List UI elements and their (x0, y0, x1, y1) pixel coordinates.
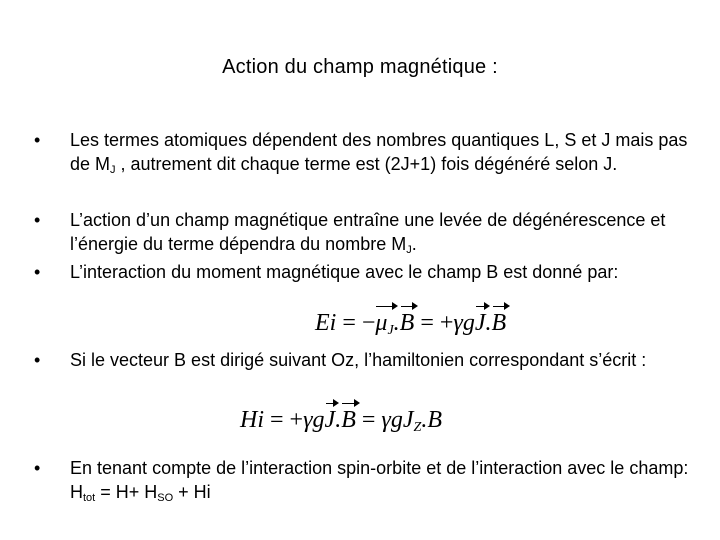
slide-title: Action du champ magnétique : (222, 56, 498, 78)
bullet-text: L’interaction du moment magnétique avec le champ B est donné par: (70, 262, 619, 282)
bullet-item-4 (34, 348, 694, 372)
bullet-marker: • (34, 458, 41, 478)
formula-energy: $Ei = -\mu_J.B = +\gamma gJ.B$ (315, 310, 507, 338)
vector-j: J (474, 310, 486, 336)
bullet-item-5 (34, 456, 694, 504)
bullet-item-3 (34, 260, 694, 284)
vector-mu: $\mu_J$ (375, 310, 394, 338)
vector-b: B (341, 407, 356, 433)
bullet-item-2 (34, 208, 694, 256)
bullet-item-1 (34, 128, 694, 176)
vector-b: B (491, 310, 507, 336)
vector-b: B (399, 310, 415, 336)
bullet-text: En tenant compte de l’interaction spin-orbite et de l’interaction avec le champ: $H_{tot} = H+ H_{SO} + Hi$ (70, 458, 689, 504)
bullet-marker: • (34, 130, 41, 150)
bullet-text: L’action d’un champ magnétique entraîne une levée de dégénérescence et l’énergie du terme dépendra du nombre $M_J$. (70, 210, 666, 256)
bullet-marker: • (34, 210, 41, 230)
bullet-text: Si le vecteur B est dirigé suivant Oz, l’hamiltonien correspondant s’écrit : (70, 350, 647, 370)
bullet-marker: • (34, 262, 41, 282)
vector-j: J (324, 407, 336, 433)
bullet-marker: • (34, 350, 41, 370)
formula-hamiltonian: Hi = +γgJ.B = γgJ$_Z$.B (240, 407, 443, 435)
bullet-text: Les termes atomiques dépendent des nombres quantiques L, S et J mais pas de $M_J$ , autrement dit chaque terme est (2J+1) fois dégénéré selon J. (70, 130, 688, 176)
